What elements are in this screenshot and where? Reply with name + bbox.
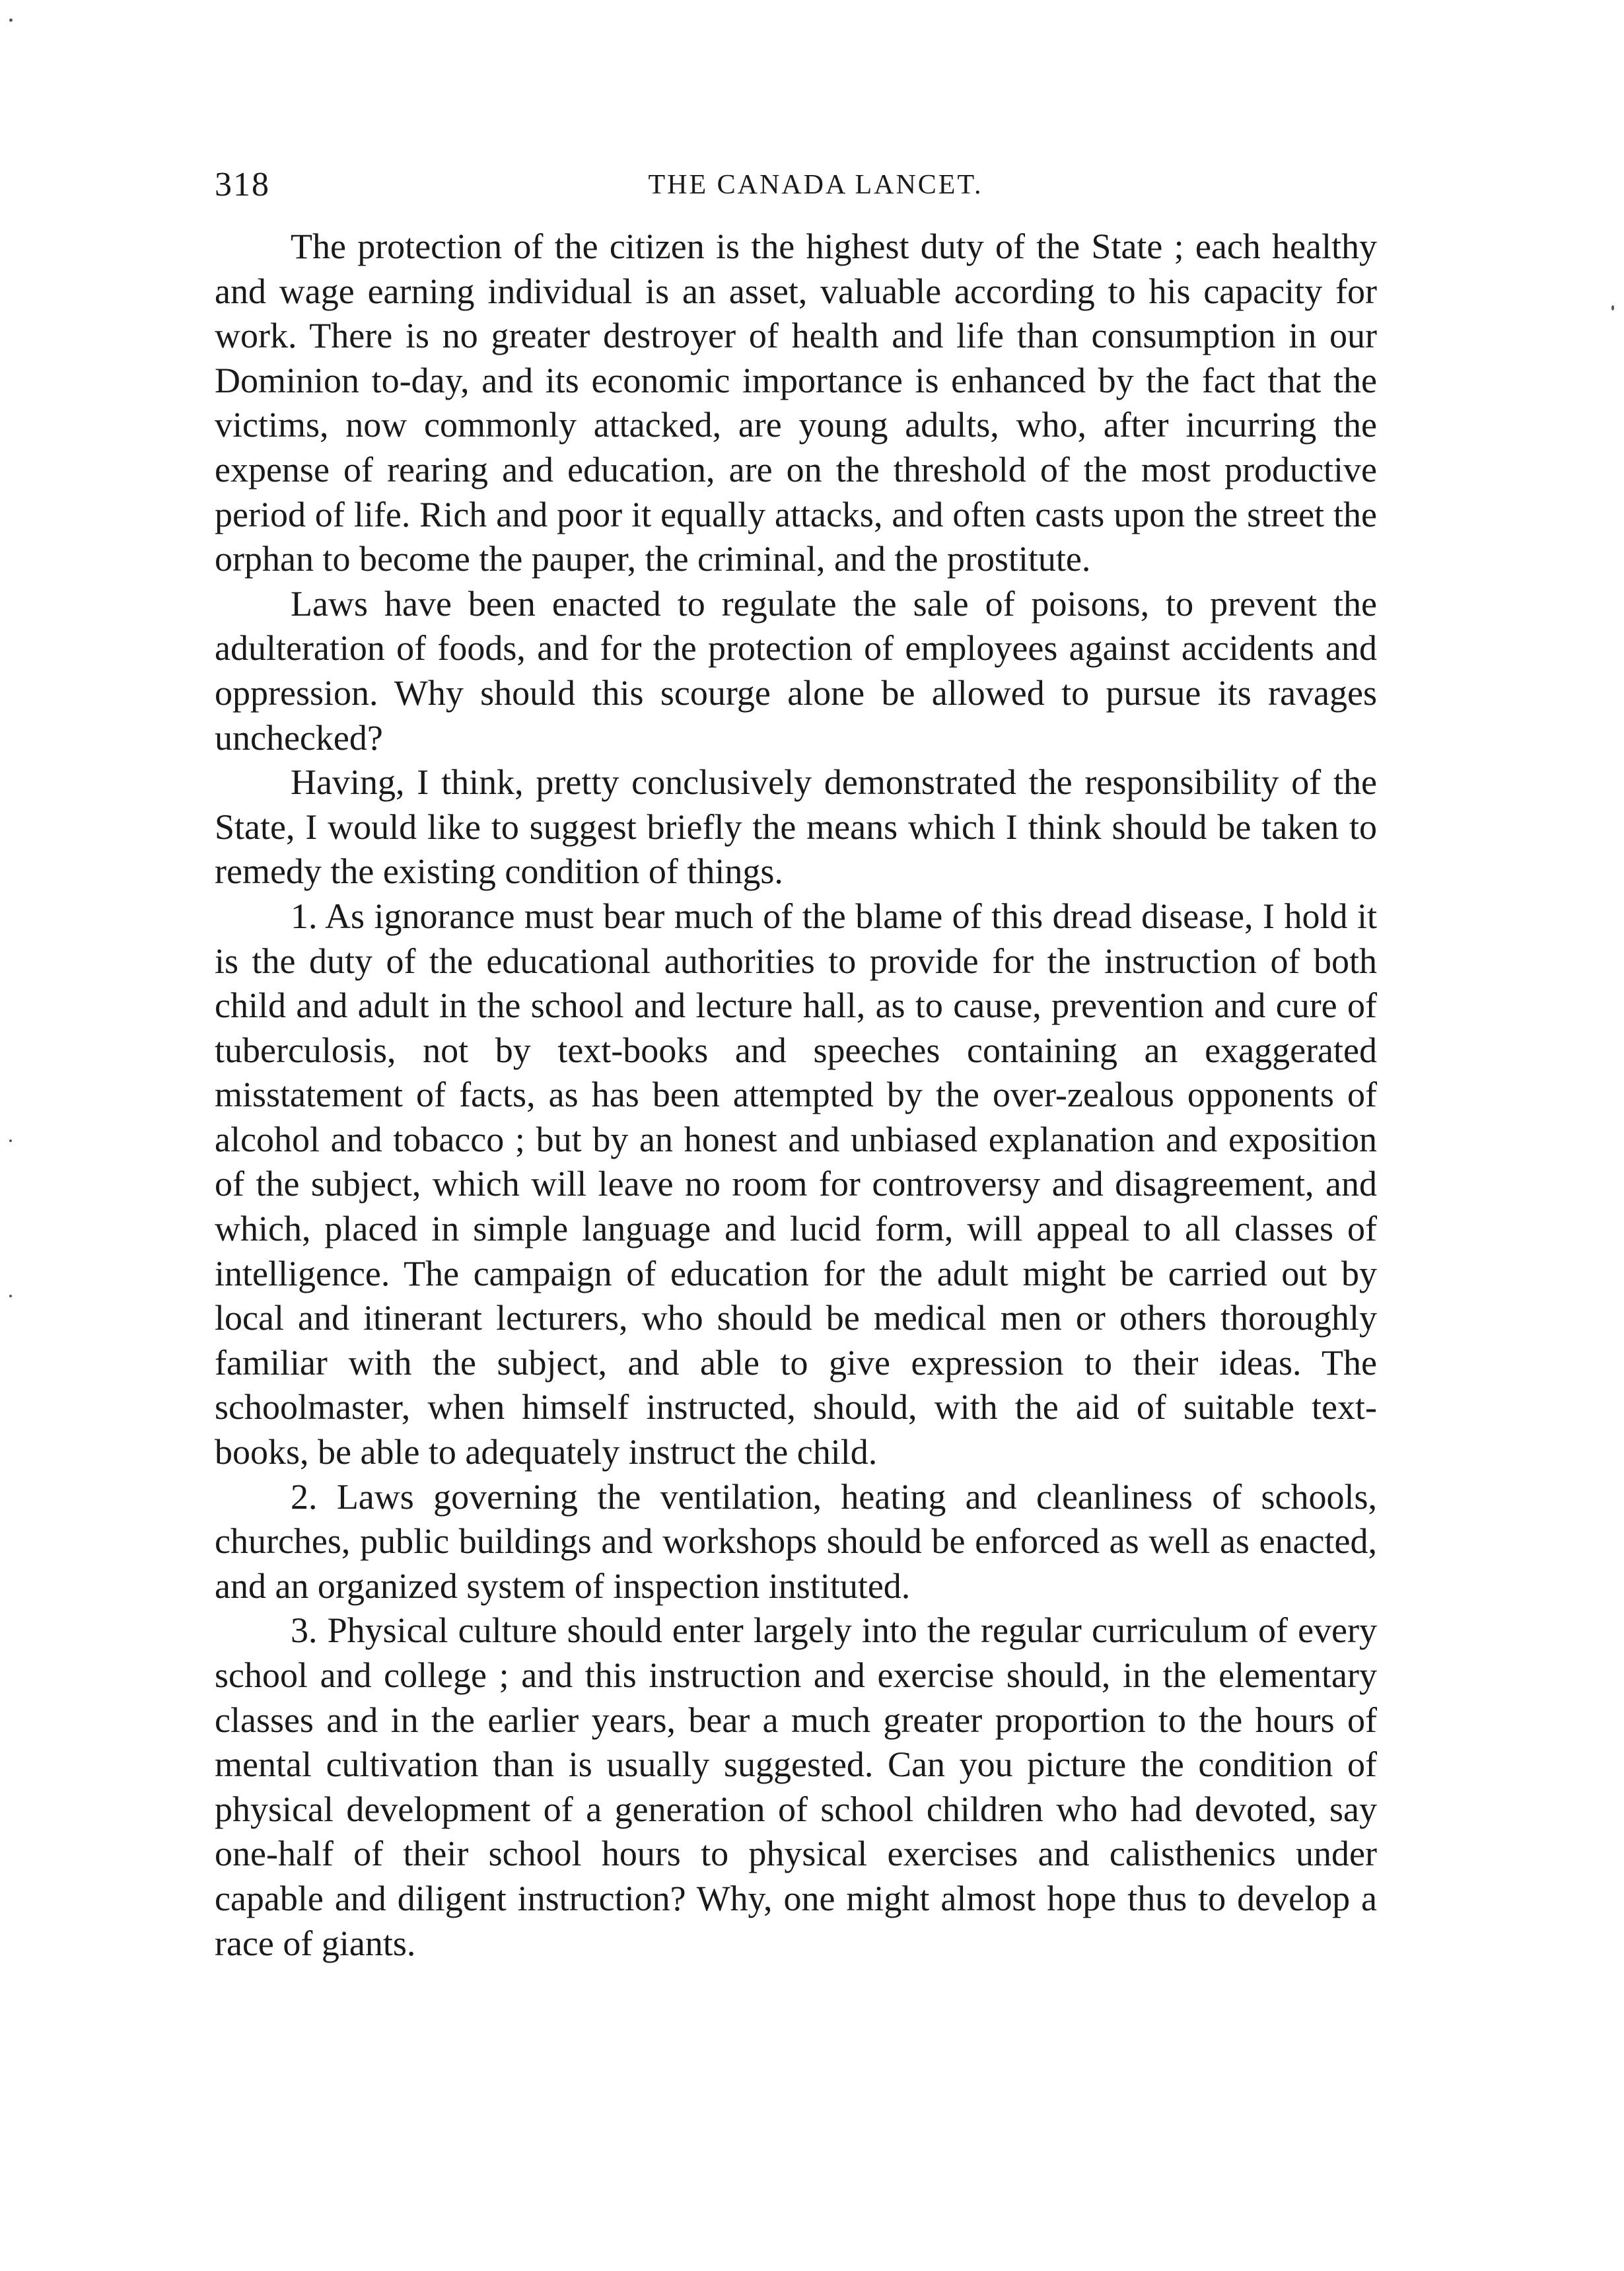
paragraph-laws-enacted: Laws have been enacted to regulate the sale of poisons, to prevent the adulteration of foods, and for the protection of employees against accidents and oppression. Why should this scourge alone be allowed to pursue its ravages unchecked? (215, 583, 1377, 758)
paragraph-point-2-ventilation-laws: 2. Laws governing the ventilation, heating and cleanliness of schools, churches, public buildings and workshops should be enforced as well as enacted, and an organized system of inspection instituted. (215, 1476, 1377, 1606)
paragraph-point-1-education: 1. As ignorance must bear much of the blame of this dread disease, I hold it is the duty of the educational authorities to provide for the instruction of both child and adult in the school and lecture hall, as to cause, prevention and cure of tuberculosis, not by text-books and speeches containing an exaggerated misstatement of facts, as has been attempted by the over-zealous opponents of alcohol and tobacco ; but by an honest and unbiased explanation and exposition of the subject, which will leave no room for controversy and disagreement, and which, placed in simple language and lucid form, will appeal to all classes of intelligence. The campaign of education for the adult might be carried out by local and itinerant lecturers, who should be medical men or others thoroughly familiar with the subject, and able to give expression to their ideas. The schoolmaster, when himself instructed, should, with the aid of suitable text-books, be able to adequately instruct the child. (215, 896, 1377, 1472)
page-number: 318 (215, 166, 270, 203)
paragraph-state-responsibility: Having, I think, pretty conclusively demonstrated the responsibility of the State, I would like to suggest briefly the means which I think should be taken to remedy the existing condition of things. (215, 762, 1377, 892)
journal-title: THE CANADA LANCET. (648, 170, 983, 200)
paragraph-citizen-protection: The protection of the citizen is the highest duty of the State ; each healthy and wage earning individual is an asset, valuable according to his capacity for work. There is no greater destroyer of health and life than consumption in our Dominion to-day, and its economic importance is enhanced by the fact that the victims, now commonly attacked, are young adults, who, after incurring the expense of rearing and education, are on the threshold of the most productive period of life. Rich and poor it equally attacks, and often casts upon the street the orphan to become the pauper, the criminal, and the prostitute. (215, 227, 1377, 579)
paragraph-point-3-physical-culture: 3. Physical culture should enter largely into the regular curriculum of every school and college ; and this instruction and exercise should, in the elementary classes and in the earlier years, bear a much greater proportion to the hours of mental cultivation than is usually suggested. Can you picture the condition of physical development of a generation of school children who had devoted, say one-half of their school hours to physical exercises and calisthenics under capable and diligent instruction? Why, one might almost hope thus to develop a race of giants. (215, 1610, 1377, 1963)
scan-speck (9, 1139, 12, 1142)
scan-speck (9, 18, 13, 22)
article-body (215, 225, 1377, 1966)
scan-speck (1611, 305, 1614, 310)
scan-speck (9, 1295, 12, 1297)
running-head (215, 162, 1377, 208)
